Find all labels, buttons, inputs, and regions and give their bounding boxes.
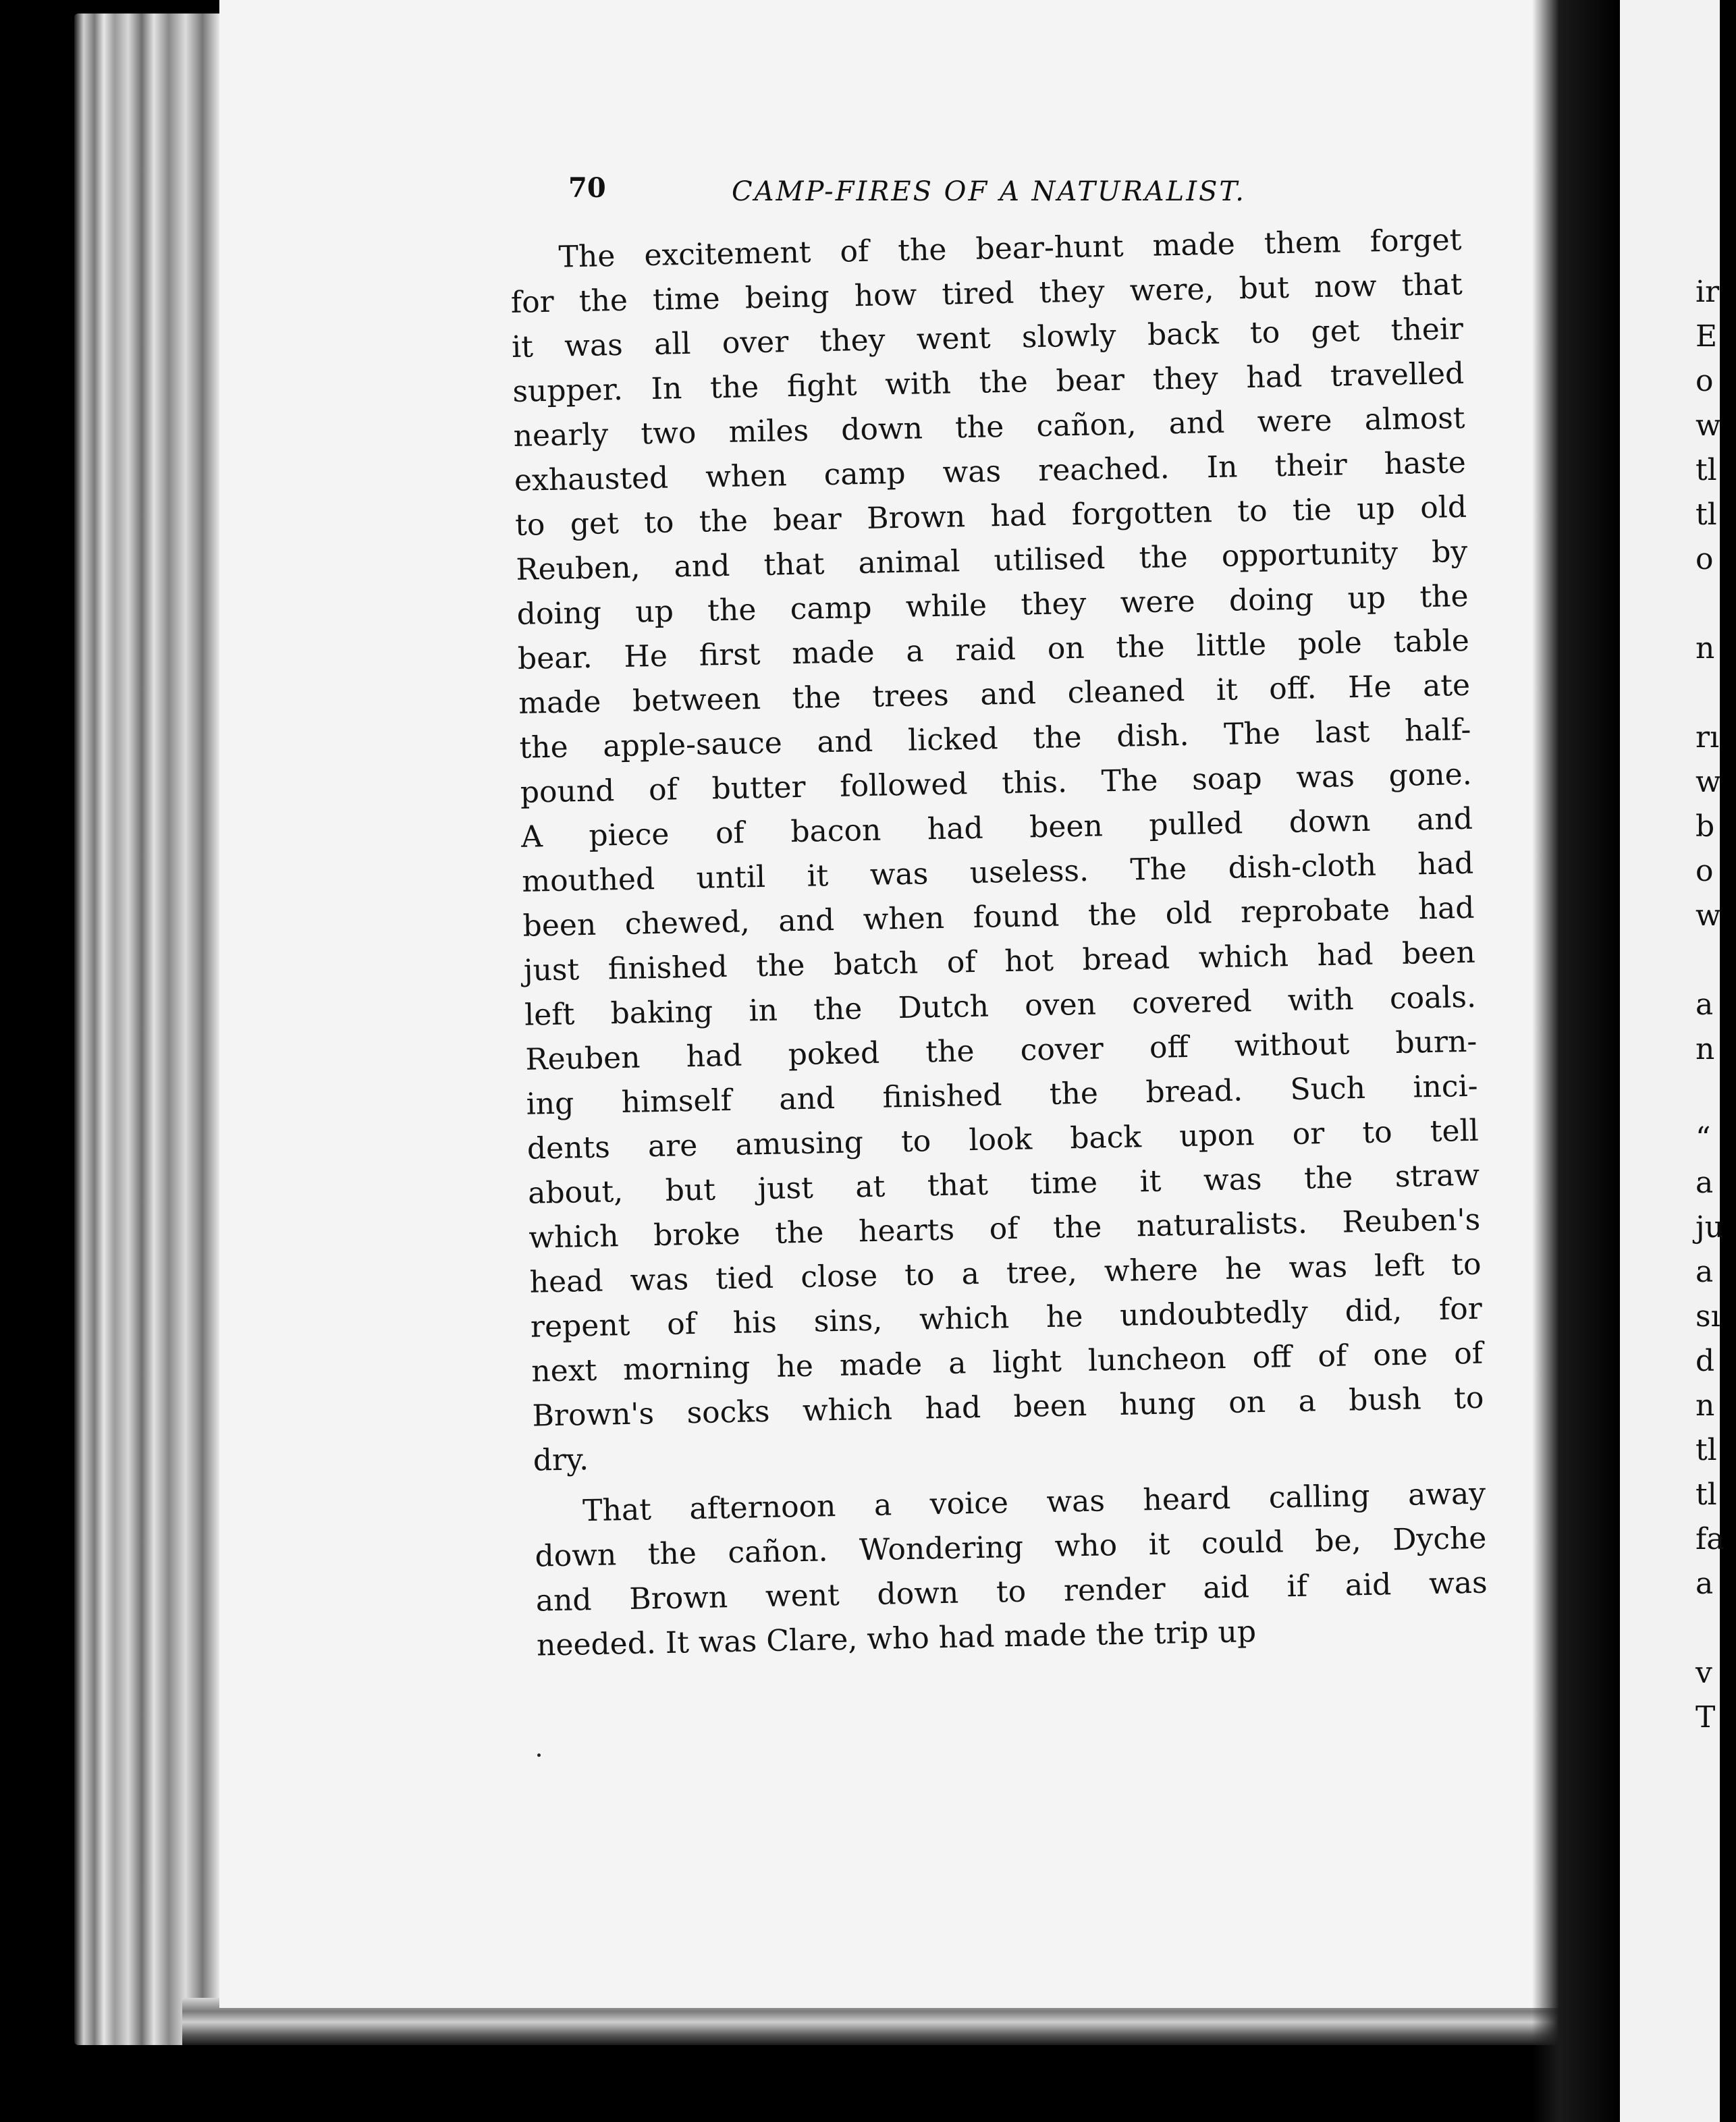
- facing-page-fragment: o: [1696, 364, 1714, 398]
- text-line: just finished the batch of hot bread which had been: [523, 935, 1476, 988]
- text-line: which broke the hearts of the naturalists. Reuben's: [528, 1202, 1481, 1255]
- facing-page-fragment: [1696, 582, 1736, 626]
- facing-page-fragment: ir: [1696, 275, 1720, 309]
- text-line: for the time being how tired they were, but now that: [510, 267, 1463, 320]
- text-line: supper. In the fight with the bear they had travelled: [512, 356, 1465, 409]
- facing-page-fragment: a: [1696, 987, 1714, 1022]
- text-line: doing up the camp while they were doing up the: [516, 578, 1469, 632]
- text-line: dents are amusing to look back upon or to tell: [526, 1113, 1480, 1166]
- facing-page-fragment: tl: [1696, 1433, 1717, 1467]
- text-line: left baking in the Dutch oven covered with coals.: [524, 979, 1477, 1033]
- scan-speck: [537, 1753, 541, 1757]
- facing-page-fragment: [1696, 1072, 1736, 1116]
- text-line: the apple-sauce and licked the dish. The last half-: [519, 712, 1471, 765]
- facing-page-fragment: [1696, 938, 1736, 983]
- facing-page-fragment: a: [1696, 1255, 1714, 1289]
- facing-page: [1620, 0, 1725, 2122]
- text-line: Reuben, and that animal utilised the opportunity by: [516, 534, 1468, 587]
- text-line: A piece of bacon had been pulled down and: [520, 801, 1473, 854]
- text-line: made between the trees and cleaned it off. He ate: [518, 668, 1471, 721]
- text-line: nearly two miles down the cañon, and were almost: [513, 400, 1465, 454]
- facing-page-text-fragments: [1696, 270, 1736, 1740]
- facing-page-fragment: rı: [1696, 720, 1720, 755]
- facing-page-fragment: o: [1696, 542, 1714, 576]
- facing-page-fragment: v: [1696, 1656, 1712, 1690]
- facing-page-fragment: w: [1696, 408, 1721, 443]
- text-line: to get to the bear Brown had forgotten to tie up old: [514, 489, 1467, 543]
- text-line: repent of his sins, which he undoubtedly did, for: [530, 1291, 1483, 1344]
- text-line: about, but just at that time it was the straw: [527, 1158, 1480, 1211]
- text-line: Brown's socks which had been hung on a bush to: [532, 1380, 1484, 1434]
- running-title: CAMP-FIRES OF A NATURALIST.: [732, 176, 1246, 207]
- facing-page-fragment: tl: [1696, 497, 1717, 532]
- facing-page-fragment: ju: [1696, 1210, 1724, 1245]
- paragraph: [510, 218, 1485, 1484]
- facing-page-fragment: n: [1696, 1388, 1715, 1423]
- text-line: dry.: [533, 1442, 589, 1478]
- paragraph: [534, 1472, 1489, 1668]
- facing-page-fragment: b: [1696, 809, 1715, 844]
- facing-page-fragment: a: [1696, 1567, 1714, 1601]
- facing-page-fragment: [1696, 1606, 1736, 1651]
- facing-page-fragment: E: [1696, 319, 1718, 354]
- text-line: exhausted when camp was reached. In their haste: [514, 445, 1467, 498]
- facing-page-fragment: sı: [1696, 1299, 1720, 1334]
- text-line: pound of butter followed this. The soap was gone.: [520, 757, 1473, 810]
- facing-page-fragment: fa: [1696, 1522, 1725, 1556]
- body-text: [510, 218, 1488, 1668]
- text-line: and Brown went down to render aid if aid was: [535, 1565, 1488, 1618]
- facing-page-fragment: w: [1696, 765, 1721, 799]
- text-line: mouthed until it was useless. The dish-cloth had: [521, 846, 1474, 899]
- text-line: been chewed, and when found the old reprobate had: [522, 890, 1475, 944]
- text-line: next morning he made a light luncheon off of one of: [531, 1336, 1484, 1389]
- facing-page-fragment: tl: [1696, 453, 1717, 487]
- facing-page-fragment: n: [1696, 631, 1715, 665]
- facing-page-fragment: w: [1696, 898, 1721, 933]
- book-spine-shadow: [1532, 0, 1620, 2122]
- running-head: [568, 172, 1351, 213]
- text-line: The excitement of the bear-hunt made them forget: [558, 222, 1462, 275]
- facing-page-fragment: tl: [1696, 1477, 1717, 1512]
- text-line: Reuben had poked the cover off without burn-: [524, 1024, 1477, 1077]
- text-line: That afternoon a voice was heard calling away: [582, 1476, 1486, 1529]
- text-line: needed. It was Clare, who had made the trip up: [536, 1614, 1257, 1663]
- facing-page-fragment: d: [1696, 1344, 1715, 1378]
- facing-page-fragment: [1696, 671, 1736, 715]
- page-number: 70: [568, 172, 606, 204]
- text-line: it was all over they went slowly back to get their: [511, 311, 1464, 364]
- text-line: ing himself and finished the bread. Such inci-: [526, 1068, 1478, 1122]
- text-line: head was tied close to a tree, where he was left to: [529, 1247, 1482, 1300]
- text-line: down the cañon. Wondering who it could be, Dyche: [535, 1521, 1487, 1574]
- facing-page-fragment: n: [1696, 1032, 1715, 1066]
- facing-page-fragment: o: [1696, 854, 1714, 888]
- facing-page-fragment: “: [1696, 1121, 1711, 1155]
- facing-page-fragment: a: [1696, 1166, 1714, 1200]
- facing-page-fragment: T: [1696, 1700, 1716, 1735]
- text-line: bear. He first made a raid on the little pole table: [517, 623, 1470, 676]
